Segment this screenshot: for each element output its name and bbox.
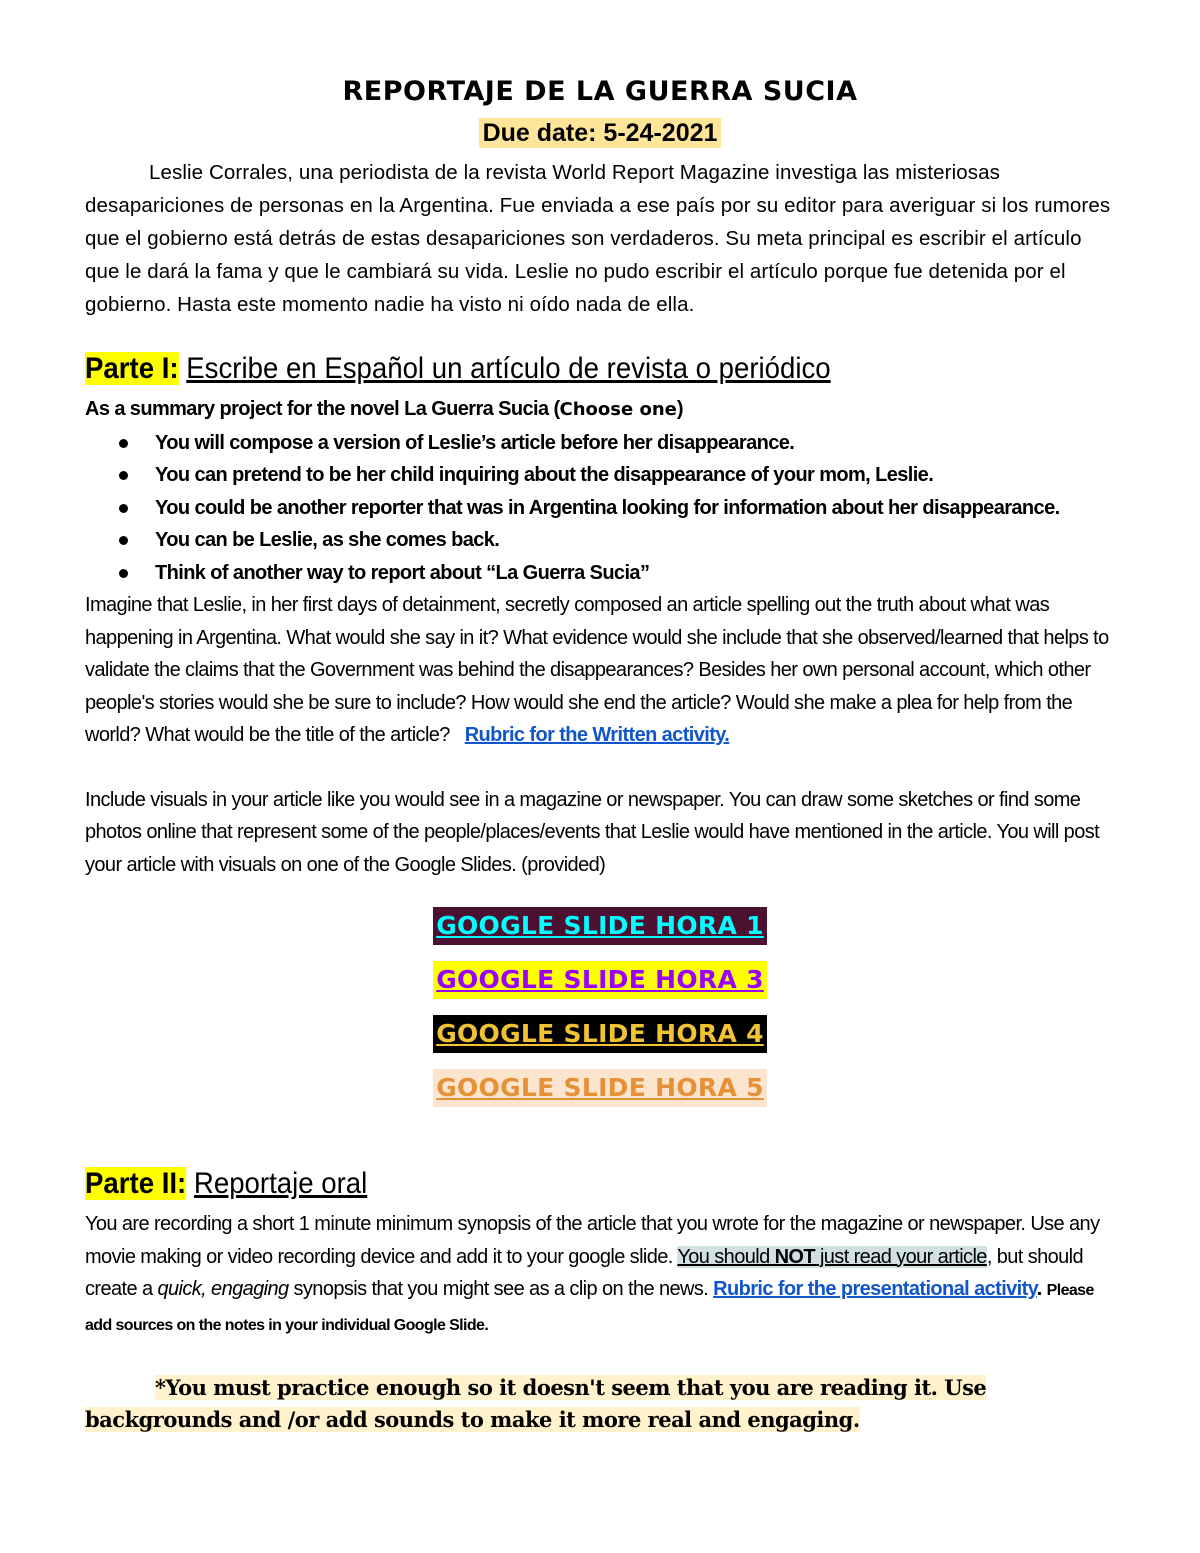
summary-text: As a summary project for the novel La Guerra Sucia (	[85, 398, 560, 420]
bullet-icon	[119, 569, 128, 578]
list-item	[155, 557, 1115, 590]
part2-text-3: synopsis that you might see as a clip on the news.	[288, 1278, 714, 1300]
choose-one: Choose one	[559, 399, 677, 420]
summary-line	[85, 393, 1115, 427]
summary-close: )	[676, 398, 683, 420]
rubric-written-link[interactable]: Rubric for the Written activity.	[464, 724, 730, 746]
part2-text-1: You are recording a short 1 minute minimum synopsis of the article that you wrote for the magazine or newspaper. Use any movie making or video recording device and add it to your google slide.	[85, 1213, 1100, 1268]
part2-body	[85, 1208, 1115, 1342]
part2-heading	[85, 1163, 1033, 1205]
option-text: You will compose a version of Leslie’s article before her disappearance.	[155, 431, 795, 454]
part1-body	[85, 393, 1115, 881]
part2-title: Reportaje oral	[193, 1167, 368, 1200]
option-text: You can pretend to be her child inquiring about the disappearance of your mom, Leslie.	[155, 464, 934, 486]
highlight-text-b: just read your article	[814, 1245, 987, 1268]
bullet-icon	[119, 471, 128, 480]
option-text: You can be Leslie, as she comes back.	[155, 529, 500, 551]
options-list	[85, 427, 1115, 590]
visuals-paragraph: Include visuals in your article like you would see in a magazine or newspaper. You can draw some sketches or find some photos online that represent some of the people/places/events that Leslie would have mentioned in the article. You will post your article with visuals on one of the Google Slides. (provided)	[85, 788, 1100, 876]
part2-label: Parte II:	[85, 1167, 187, 1200]
sources-note: Please add sources on the notes in your individual Google Slide.	[85, 1282, 1094, 1334]
part1-heading	[85, 348, 1033, 390]
intro-paragraph: Leslie Corrales, una periodista de la revista World Report Magazine investiga las misteriosas desapariciones de personas en la Argentina. Fue enviada a ese país por su editor para averiguar si los rumores que el gobierno está detrás de estas desapariciones son verdaderos. Su meta principal es escribir el artículo que le dará la fama y que le cambiará su vida. Leslie no pudo escribir el artículo porque fue detenida por el gobierno. Hasta este momento nadie ha visto ni oído nada de ella.	[85, 161, 1111, 316]
part1-label: Parte I:	[85, 352, 179, 385]
bullet-icon	[119, 536, 128, 545]
part2-text-2: , but should create a	[85, 1245, 1084, 1300]
google-slide-hora-3-link[interactable]: GOOGLE SLIDE HORA 3	[433, 961, 767, 999]
due-date-line	[85, 114, 1115, 156]
quick-engaging: quick, engaging	[157, 1278, 289, 1300]
google-slide-hora-5-link[interactable]: GOOGLE SLIDE HORA 5	[433, 1069, 767, 1107]
bullet-icon	[119, 439, 128, 448]
option-text: You could be another reporter that was in Argentina looking for information about her disappearance.	[155, 496, 1060, 519]
google-slide-hora-1-link[interactable]: GOOGLE SLIDE HORA 1	[433, 907, 767, 945]
option-text: Think of another way to report about “La Guerra Sucia”	[155, 561, 650, 584]
practice-note	[85, 1372, 1115, 1436]
period: .	[1036, 1278, 1047, 1300]
part1-title: Escribe en Español un artículo de revista o periódico	[186, 352, 831, 385]
highlight-not: NOT	[774, 1245, 815, 1268]
document-title: REPORTAJE DE LA GUERRA SUCIA	[342, 76, 858, 107]
list-item	[155, 427, 1115, 460]
rubric-presentational-link[interactable]: Rubric for the presentational activity	[713, 1278, 1037, 1300]
list-item	[155, 524, 1115, 557]
highlight-text-a: You should	[677, 1245, 775, 1268]
list-item	[155, 492, 1115, 525]
document-page	[85, 72, 1115, 1436]
bullet-icon	[119, 504, 128, 513]
google-slides-links	[85, 907, 1115, 1123]
practice-text: *You must practice enough so it doesn't seem that you are reading it. Use backgrounds and /or add sounds to make it more real and engaging.	[85, 1375, 987, 1432]
imagine-text: Imagine that Leslie, in her first days of detainment, secretly composed an article spelling out the truth about what was happening in Argentina. What would she say in it? What evidence would she include that she observed/learned that helps to validate the claims that the Government was behind the disappearances? Besides her own personal account, which other people's stories would she be sure to include? How would she end the article? Would she make a plea for help from the world? What would be the title of the article?	[85, 594, 1109, 746]
highlighted-instruction	[677, 1246, 986, 1268]
due-date: Due date: 5-24-2021	[479, 118, 722, 148]
google-slide-hora-4-link[interactable]: GOOGLE SLIDE HORA 4	[433, 1015, 767, 1053]
imagine-paragraph	[85, 589, 1115, 752]
list-item	[155, 459, 1115, 492]
